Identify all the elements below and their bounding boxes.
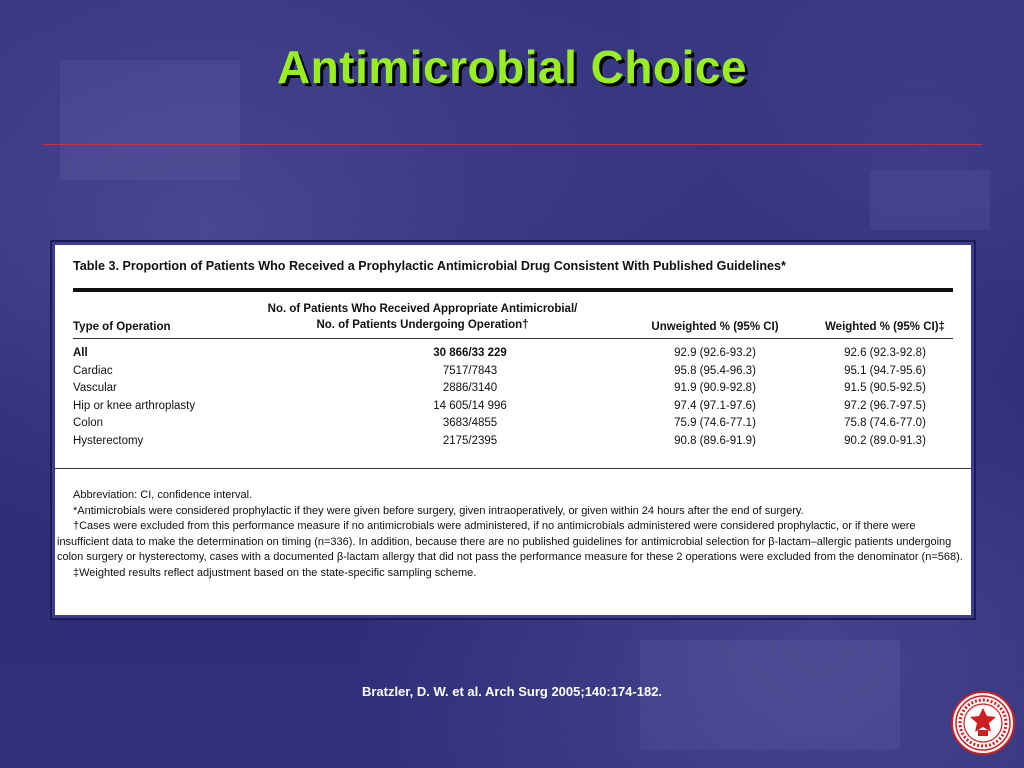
header-rule xyxy=(73,338,953,339)
cell-count: 2886/3140 xyxy=(442,382,498,394)
title-divider xyxy=(42,144,982,145)
background-decoration xyxy=(870,170,990,230)
header-weighted: Weighted % (95% CI)‡ xyxy=(825,321,945,333)
table-caption: Table 3. Proportion of Patients Who Received a Prophylactic Antimicrobial Drug Consistent With Published Guidelines* xyxy=(73,259,786,273)
cell-unweighted: 90.8 (89.6-91.9) xyxy=(674,434,756,447)
cell-weighted: 91.5 (90.5-92.5) xyxy=(844,382,926,394)
university-seal-icon xyxy=(950,690,1016,756)
cell-type: Colon xyxy=(73,417,104,429)
cell-unweighted: 95.8 (95.4-96.3) xyxy=(674,364,756,377)
footnote-abbreviation: Abbreviation: CI, confidence interval. xyxy=(73,489,253,501)
footnote-star: *Antimicrobials were considered prophylactic if they were given before surgery, given intraoperatively, or given within 24 hours after the end of surgery. xyxy=(73,504,804,517)
footnote-double-dagger: ‡Weighted results reflect adjustment based on the state-specific sampling scheme. xyxy=(73,566,477,579)
cell-weighted: 97.2 (96.7-97.5) xyxy=(844,399,926,412)
cell-unweighted: 97.4 (97.1-97.6) xyxy=(674,399,756,412)
cell-type: All xyxy=(73,347,88,359)
cell-unweighted: 75.9 (74.6-77.1) xyxy=(674,417,756,429)
cell-type: Hysterectomy xyxy=(73,434,144,447)
cell-unweighted: 91.9 (90.9-92.8) xyxy=(674,382,756,394)
table-top-rule xyxy=(73,288,953,292)
cell-weighted: 90.2 (89.0-91.3) xyxy=(844,434,926,447)
slide-title: Antimicrobial Choice xyxy=(276,41,748,93)
cell-weighted: 92.6 (92.3-92.8) xyxy=(844,347,926,359)
cell-count: 14 605/14 996 xyxy=(433,399,507,412)
cell-type: Cardiac xyxy=(73,364,113,377)
citation: Bratzler, D. W. et al. Arch Surg 2005;140:174-182. xyxy=(361,684,663,699)
table-figure xyxy=(52,242,974,618)
cell-count: 3683/4855 xyxy=(442,417,498,429)
header-count-line2: No. of Patients Undergoing Operation† xyxy=(316,319,529,331)
header-count-line1: No. of Patients Who Received Appropriate Antimicrobial/ xyxy=(267,303,578,315)
cell-weighted: 95.1 (94.7-95.6) xyxy=(844,364,926,377)
header-unweighted: Unweighted % (95% CI) xyxy=(651,321,779,333)
footnote-dagger: †Cases were excluded from this performance measure if no antimicrobials were administered, if no antimicrobials administered were considered prophylactic, or if there were insufficient data to make the determination on timing (n=336). In addition, because there are no published guidelines for antimicrobial selection for β-lactam–allergic patients undergoing colon surgery or hysterectomy, cases with a documented β-lactam allergy that did not pass the performance measure for these 2 operations were excluded from the denominator (n=568). xyxy=(57,520,963,563)
cell-count: 2175/2395 xyxy=(442,434,498,447)
table-footnotes xyxy=(57,488,969,581)
cell-type: Vascular xyxy=(73,382,117,394)
header-type: Type of Operation xyxy=(73,321,171,333)
cell-type: Hip or knee arthroplasty xyxy=(73,399,196,412)
cell-weighted: 75.8 (74.6-77.0) xyxy=(844,417,926,429)
cell-count: 7517/7843 xyxy=(442,364,498,377)
table-bottom-rule xyxy=(55,468,971,469)
cell-count: 30 866/33 229 xyxy=(433,347,507,359)
cell-unweighted: 92.9 (92.6-93.2) xyxy=(674,347,756,359)
